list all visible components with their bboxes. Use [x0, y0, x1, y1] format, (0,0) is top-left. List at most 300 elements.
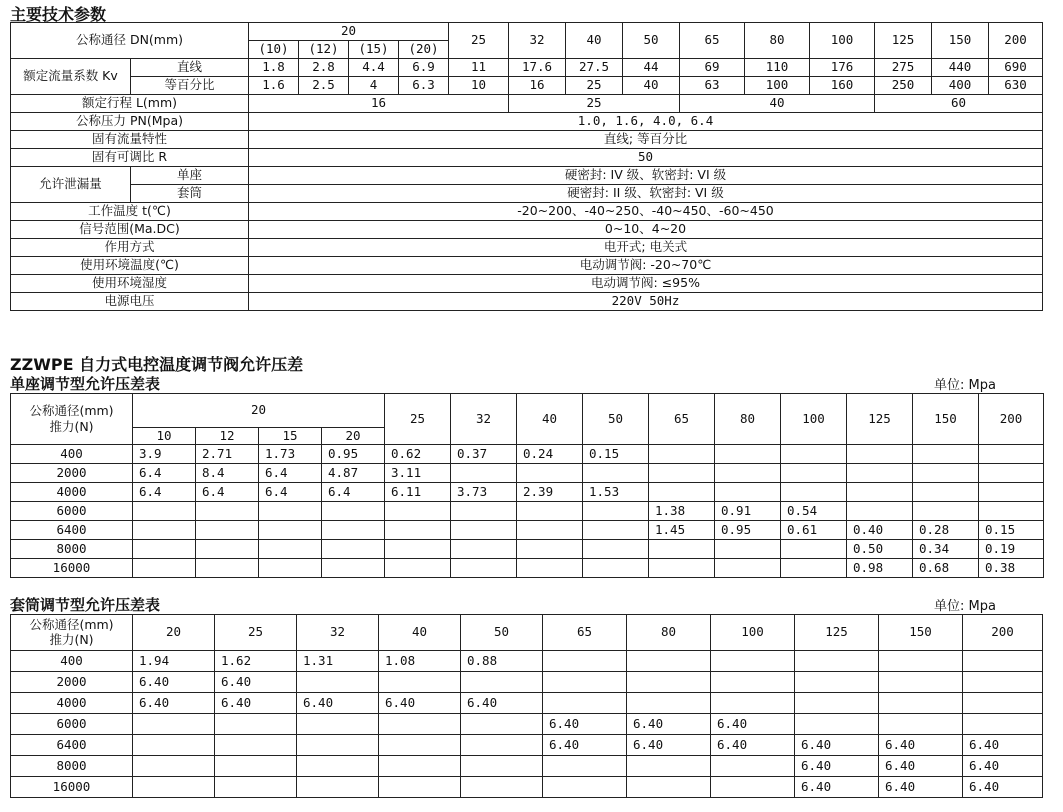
- stroke-cell: 60: [875, 95, 1043, 113]
- t3-value-cell: [215, 735, 297, 756]
- t2-value-cell: [913, 502, 979, 521]
- t2-dn-header-cell: 50: [583, 394, 649, 445]
- t2-dn-header-cell: 125: [847, 394, 913, 445]
- t3-dn-header-cell: 80: [627, 615, 711, 651]
- t2-value-cell: 0.68: [913, 559, 979, 578]
- kv-cell: 63: [680, 77, 745, 95]
- dn-20-header: 20: [249, 23, 449, 41]
- env-hum-label: 使用环境湿度: [11, 275, 249, 293]
- t3-value-cell: [297, 714, 379, 735]
- power-row: [11, 293, 1043, 311]
- t2-dn-header-cell: 150: [913, 394, 979, 445]
- t2-header-row: [11, 394, 1044, 428]
- dn-header-cell: 65: [680, 23, 745, 59]
- t3-dn-header-cell: 100: [711, 615, 795, 651]
- t2-dn-header-cell: 80: [715, 394, 781, 445]
- dn-header-row: [11, 23, 1043, 41]
- t2-value-cell: [259, 559, 322, 578]
- t2-value-cell: [583, 521, 649, 540]
- t2-value-cell: 6.4: [133, 483, 196, 502]
- t3-value-cell: [543, 756, 627, 777]
- kv-cell: 44: [623, 59, 680, 77]
- t3-corner-header: [11, 615, 133, 651]
- kv-label: 额定流量系数 Kv: [11, 59, 131, 95]
- kv-cell: 690: [989, 59, 1043, 77]
- t2-table-row: [11, 483, 1044, 502]
- t2-thrust-cell: 2000: [11, 464, 133, 483]
- t2-value-cell: 0.37: [451, 445, 517, 464]
- dn-header-cell: 200: [989, 23, 1043, 59]
- t3-value-cell: [627, 693, 711, 714]
- t2-value-cell: [517, 464, 583, 483]
- t2-thrust-cell: 400: [11, 445, 133, 464]
- t3-header-row: [11, 615, 1043, 651]
- t2-value-cell: [649, 559, 715, 578]
- t3-value-cell: [543, 693, 627, 714]
- t3-value-cell: [711, 672, 795, 693]
- t3-value-cell: [379, 735, 461, 756]
- cage-pressure-table: [10, 614, 1043, 798]
- t2-value-cell: 0.28: [913, 521, 979, 540]
- leak-single-row: [11, 167, 1043, 185]
- t2-value-cell: [979, 445, 1044, 464]
- dn-header-cell: 32: [509, 23, 566, 59]
- t2-value-cell: 3.73: [451, 483, 517, 502]
- t2-value-cell: [259, 540, 322, 559]
- t2-value-cell: [583, 502, 649, 521]
- dn-sub-cell: (20): [399, 41, 449, 59]
- t2-value-cell: [385, 540, 451, 559]
- t2-value-cell: [715, 559, 781, 578]
- dn-sub-cell: (12): [299, 41, 349, 59]
- t2-value-cell: [385, 502, 451, 521]
- t2-value-cell: [781, 464, 847, 483]
- t2-value-cell: [133, 502, 196, 521]
- t3-value-cell: [133, 756, 215, 777]
- t2-value-cell: 6.4: [133, 464, 196, 483]
- t2-value-cell: 1.53: [583, 483, 649, 502]
- t2-value-cell: [715, 445, 781, 464]
- leak-single-label: 单座: [131, 167, 249, 185]
- dn-header-cell: 150: [932, 23, 989, 59]
- action-label: 作用方式: [11, 239, 249, 257]
- range-value: 50: [249, 149, 1043, 167]
- t2-value-cell: 8.4: [196, 464, 259, 483]
- t2-value-cell: 6.4: [196, 483, 259, 502]
- t3-value-cell: [379, 714, 461, 735]
- t2-value-cell: [196, 559, 259, 578]
- t3-value-cell: 6.40: [795, 756, 879, 777]
- pressure-row: [11, 113, 1043, 131]
- t2-value-cell: 0.62: [385, 445, 451, 464]
- kv-cell: 160: [810, 77, 875, 95]
- t2-value-cell: 1.38: [649, 502, 715, 521]
- t3-value-cell: [543, 777, 627, 798]
- t2-value-cell: 0.24: [517, 445, 583, 464]
- range-row: [11, 149, 1043, 167]
- t2-value-cell: [259, 521, 322, 540]
- t2-value-cell: 0.38: [979, 559, 1044, 578]
- t3-value-cell: [215, 714, 297, 735]
- t2-value-cell: 0.50: [847, 540, 913, 559]
- t2-value-cell: [385, 521, 451, 540]
- flow-char-label: 固有流量特性: [11, 131, 249, 149]
- t2-value-cell: [322, 502, 385, 521]
- t2-dn-header-cell: 100: [781, 394, 847, 445]
- t2-value-cell: 0.95: [322, 445, 385, 464]
- t3-value-cell: [879, 672, 963, 693]
- t3-value-cell: [627, 756, 711, 777]
- t2-dn-20-header: 20: [133, 394, 385, 428]
- kv-cell: 630: [989, 77, 1043, 95]
- t2-value-cell: [517, 559, 583, 578]
- kv-cell: 6.3: [399, 77, 449, 95]
- stroke-cell: 16: [249, 95, 509, 113]
- dn-header-cell: 100: [810, 23, 875, 59]
- action-value: 电开式; 电关式: [249, 239, 1043, 257]
- t3-value-cell: 6.40: [133, 672, 215, 693]
- kv-cell: 2.5: [299, 77, 349, 95]
- t3-value-cell: [879, 693, 963, 714]
- t3-value-cell: [297, 672, 379, 693]
- t2-value-cell: [196, 540, 259, 559]
- t2-value-cell: [913, 445, 979, 464]
- main-tech-params-table: [10, 22, 1043, 311]
- t2-value-cell: [259, 502, 322, 521]
- t3-table-row: [11, 693, 1043, 714]
- t3-table-row: [11, 672, 1043, 693]
- t2-value-cell: [517, 502, 583, 521]
- t2-dn-header-cell: 65: [649, 394, 715, 445]
- kv-cell: 100: [745, 77, 810, 95]
- t2-value-cell: [196, 521, 259, 540]
- pressure-label: 公称压力 PN(Mpa): [11, 113, 249, 131]
- t3-value-cell: [711, 693, 795, 714]
- t3-value-cell: 6.40: [543, 714, 627, 735]
- t3-thrust-cell: 6000: [11, 714, 133, 735]
- t3-value-cell: [133, 735, 215, 756]
- t2-table-row: [11, 521, 1044, 540]
- t3-value-cell: [963, 672, 1043, 693]
- range-label: 固有可调比 R: [11, 149, 249, 167]
- t2-value-cell: [913, 464, 979, 483]
- env-temp-value: 电动调节阀: -20~70℃: [249, 257, 1043, 275]
- t3-value-cell: 6.40: [711, 735, 795, 756]
- t2-value-cell: 0.91: [715, 502, 781, 521]
- t2-value-cell: 0.54: [781, 502, 847, 521]
- t2-value-cell: [781, 559, 847, 578]
- t2-corner-header: [11, 394, 133, 445]
- leak-label: 允许泄漏量: [11, 167, 131, 203]
- t2-value-cell: 4.87: [322, 464, 385, 483]
- t2-value-cell: [133, 559, 196, 578]
- flow-char-row: [11, 131, 1043, 149]
- t2-thrust-cell: 6000: [11, 502, 133, 521]
- kv-cell: 25: [566, 77, 623, 95]
- t2-value-cell: [979, 464, 1044, 483]
- kv-linear-row: [11, 59, 1043, 77]
- t3-value-cell: [461, 777, 543, 798]
- kv-cell: 440: [932, 59, 989, 77]
- t2-value-cell: [451, 502, 517, 521]
- section2-subtitle: 单座调节型允许压差表: [10, 375, 161, 393]
- t2-value-cell: 0.19: [979, 540, 1044, 559]
- t2-value-cell: [322, 540, 385, 559]
- t3-value-cell: [379, 672, 461, 693]
- kv-cell: 40: [623, 77, 680, 95]
- t3-value-cell: 6.40: [133, 693, 215, 714]
- stroke-cell: 25: [509, 95, 680, 113]
- t2-value-cell: [781, 483, 847, 502]
- t3-value-cell: [627, 777, 711, 798]
- kv-cell: 176: [810, 59, 875, 77]
- t3-header-dn: 公称通径(mm): [29, 616, 114, 632]
- t3-dn-header-cell: 65: [543, 615, 627, 651]
- leak-cage-value: 硬密封: II 级、软密封: VI 级: [249, 185, 1043, 203]
- t2-table-row: [11, 464, 1044, 483]
- dn-header-cell: 25: [449, 23, 509, 59]
- dn-header-cell: 125: [875, 23, 932, 59]
- t2-value-cell: [196, 502, 259, 521]
- t3-value-cell: [711, 651, 795, 672]
- t3-dn-header-cell: 125: [795, 615, 879, 651]
- t2-value-cell: 3.9: [133, 445, 196, 464]
- t2-value-cell: 1.45: [649, 521, 715, 540]
- kv-equal-label: 等百分比: [131, 77, 249, 95]
- t2-value-cell: 0.95: [715, 521, 781, 540]
- kv-cell: 17.6: [509, 59, 566, 77]
- t3-value-cell: [297, 756, 379, 777]
- kv-cell: 11: [449, 59, 509, 77]
- t2-value-cell: 6.11: [385, 483, 451, 502]
- t2-value-cell: [322, 521, 385, 540]
- t3-value-cell: 1.62: [215, 651, 297, 672]
- t2-value-cell: 6.4: [259, 483, 322, 502]
- t3-value-cell: [133, 714, 215, 735]
- t2-value-cell: [847, 445, 913, 464]
- t3-table-row: [11, 714, 1043, 735]
- t3-value-cell: [963, 693, 1043, 714]
- signal-row: [11, 221, 1043, 239]
- t3-value-cell: 6.40: [795, 735, 879, 756]
- t2-value-cell: [715, 464, 781, 483]
- kv-cell: 69: [680, 59, 745, 77]
- t2-value-cell: 6.4: [259, 464, 322, 483]
- temp-row: [11, 203, 1043, 221]
- t3-value-cell: 6.40: [963, 735, 1043, 756]
- t3-dn-header-cell: 25: [215, 615, 297, 651]
- t2-value-cell: 0.40: [847, 521, 913, 540]
- env-hum-row: [11, 275, 1043, 293]
- t2-header-dn: 公称通径(mm): [29, 403, 114, 418]
- t3-value-cell: 6.40: [963, 777, 1043, 798]
- t3-value-cell: [215, 756, 297, 777]
- t2-value-cell: 0.34: [913, 540, 979, 559]
- t3-table-row: [11, 651, 1043, 672]
- single-seat-pressure-table: [10, 393, 1044, 578]
- leak-cage-row: [11, 185, 1043, 203]
- t3-thrust-cell: 6400: [11, 735, 133, 756]
- t2-value-cell: [781, 540, 847, 559]
- t2-value-cell: 0.15: [979, 521, 1044, 540]
- t3-table-row: [11, 777, 1043, 798]
- t2-value-cell: [847, 502, 913, 521]
- t3-value-cell: 6.40: [795, 777, 879, 798]
- t3-dn-header-cell: 200: [963, 615, 1043, 651]
- t2-value-cell: [517, 540, 583, 559]
- t2-value-cell: [715, 540, 781, 559]
- t3-value-cell: 1.94: [133, 651, 215, 672]
- t2-table-row: [11, 540, 1044, 559]
- temp-label: 工作温度 t(℃): [11, 203, 249, 221]
- t2-value-cell: [649, 483, 715, 502]
- t2-value-cell: 3.11: [385, 464, 451, 483]
- dn-sub-cell: (10): [249, 41, 299, 59]
- t2-value-cell: 0.98: [847, 559, 913, 578]
- t3-value-cell: [795, 693, 879, 714]
- t3-value-cell: [297, 777, 379, 798]
- t3-header-thrust: 推力(N): [49, 632, 94, 647]
- t2-thrust-cell: 4000: [11, 483, 133, 502]
- t2-dn-header-cell: 25: [385, 394, 451, 445]
- t3-value-cell: 6.40: [711, 714, 795, 735]
- t3-thrust-cell: 8000: [11, 756, 133, 777]
- t3-value-cell: [963, 651, 1043, 672]
- t2-value-cell: [979, 483, 1044, 502]
- t3-value-cell: [543, 651, 627, 672]
- stroke-label: 额定行程 L(mm): [11, 95, 249, 113]
- t2-dn-header-cell: 40: [517, 394, 583, 445]
- kv-cell: 4: [349, 77, 399, 95]
- t2-dn-sub-cell: 20: [322, 428, 385, 445]
- t3-value-cell: [461, 714, 543, 735]
- t3-thrust-cell: 4000: [11, 693, 133, 714]
- t3-value-cell: 6.40: [879, 777, 963, 798]
- kv-linear-label: 直线: [131, 59, 249, 77]
- kv-cell: 1.6: [249, 77, 299, 95]
- kv-cell: 6.9: [399, 59, 449, 77]
- t2-thrust-cell: 6400: [11, 521, 133, 540]
- t2-value-cell: 0.61: [781, 521, 847, 540]
- t2-table-row: [11, 502, 1044, 521]
- t2-dn-sub-cell: 12: [196, 428, 259, 445]
- t2-value-cell: [649, 464, 715, 483]
- t3-dn-header-cell: 150: [879, 615, 963, 651]
- t2-table-row: [11, 559, 1044, 578]
- t2-thrust-cell: 16000: [11, 559, 133, 578]
- kv-cell: 1.8: [249, 59, 299, 77]
- kv-cell: 110: [745, 59, 810, 77]
- t2-dn-sub-cell: 10: [133, 428, 196, 445]
- t2-header-thrust: 推力(N): [49, 418, 94, 434]
- t2-value-cell: [133, 540, 196, 559]
- t2-value-cell: [583, 559, 649, 578]
- t2-table-row: [11, 445, 1044, 464]
- t2-value-cell: [451, 464, 517, 483]
- kv-cell: 2.8: [299, 59, 349, 77]
- dn-header-cell: 40: [566, 23, 623, 59]
- t3-value-cell: 6.40: [379, 693, 461, 714]
- t3-value-cell: 6.40: [543, 735, 627, 756]
- kv-cell: 4.4: [349, 59, 399, 77]
- t2-value-cell: [847, 483, 913, 502]
- power-value: 220V 50Hz: [249, 293, 1043, 311]
- t2-value-cell: [649, 445, 715, 464]
- t3-value-cell: 6.40: [215, 693, 297, 714]
- t2-value-cell: [847, 464, 913, 483]
- t2-value-cell: [451, 521, 517, 540]
- t2-value-cell: [451, 540, 517, 559]
- t3-value-cell: 6.40: [879, 735, 963, 756]
- t2-value-cell: 6.4: [322, 483, 385, 502]
- t3-value-cell: 6.40: [461, 693, 543, 714]
- dn-label: 公称通径 DN(mm): [11, 23, 249, 59]
- t2-value-cell: 1.73: [259, 445, 322, 464]
- kv-cell: 27.5: [566, 59, 623, 77]
- temp-value: -20~200、-40~250、-40~450、-60~450: [249, 203, 1043, 221]
- env-temp-row: [11, 257, 1043, 275]
- t2-value-cell: [781, 445, 847, 464]
- kv-equal-row: [11, 77, 1043, 95]
- t3-value-cell: 6.40: [879, 756, 963, 777]
- signal-value: 0~10、4~20: [249, 221, 1043, 239]
- t2-value-cell: [715, 483, 781, 502]
- kv-cell: 275: [875, 59, 932, 77]
- dn-sub-cell: (15): [349, 41, 399, 59]
- t2-dn-header-cell: 200: [979, 394, 1044, 445]
- dn-header-cell: 80: [745, 23, 810, 59]
- pressure-value: 1.0, 1.6, 4.0, 6.4: [249, 113, 1043, 131]
- t3-dn-header-cell: 50: [461, 615, 543, 651]
- t3-value-cell: [297, 735, 379, 756]
- t3-value-cell: [711, 756, 795, 777]
- stroke-cell: 40: [680, 95, 875, 113]
- t2-value-cell: [979, 502, 1044, 521]
- t2-value-cell: 0.15: [583, 445, 649, 464]
- signal-label: 信号范围(Ma.DC): [11, 221, 249, 239]
- t3-value-cell: [711, 777, 795, 798]
- t3-table-row: [11, 756, 1043, 777]
- section3-title: 套筒调节型允许压差表: [10, 596, 161, 614]
- t2-value-cell: [322, 559, 385, 578]
- t3-value-cell: [461, 735, 543, 756]
- t3-value-cell: [879, 651, 963, 672]
- t3-value-cell: [379, 756, 461, 777]
- t3-body: [11, 651, 1043, 798]
- leak-single-value: 硬密封: IV 级、软密封: VI 级: [249, 167, 1043, 185]
- t3-value-cell: [461, 756, 543, 777]
- kv-cell: 400: [932, 77, 989, 95]
- power-label: 电源电压: [11, 293, 249, 311]
- t3-value-cell: [133, 777, 215, 798]
- t3-value-cell: 1.08: [379, 651, 461, 672]
- t2-value-cell: [913, 483, 979, 502]
- t2-value-cell: [517, 521, 583, 540]
- t3-value-cell: [461, 672, 543, 693]
- t3-thrust-cell: 400: [11, 651, 133, 672]
- t3-dn-header-cell: 40: [379, 615, 461, 651]
- kv-cell: 250: [875, 77, 932, 95]
- section3-unit: 单位: Mpa: [934, 599, 996, 614]
- t2-value-cell: [133, 521, 196, 540]
- t3-value-cell: 1.31: [297, 651, 379, 672]
- t3-value-cell: [795, 714, 879, 735]
- env-temp-label: 使用环境温度(℃): [11, 257, 249, 275]
- section1-title: 主要技术参数: [10, 5, 107, 24]
- t3-value-cell: [879, 714, 963, 735]
- t2-value-cell: 2.71: [196, 445, 259, 464]
- t3-value-cell: 0.88: [461, 651, 543, 672]
